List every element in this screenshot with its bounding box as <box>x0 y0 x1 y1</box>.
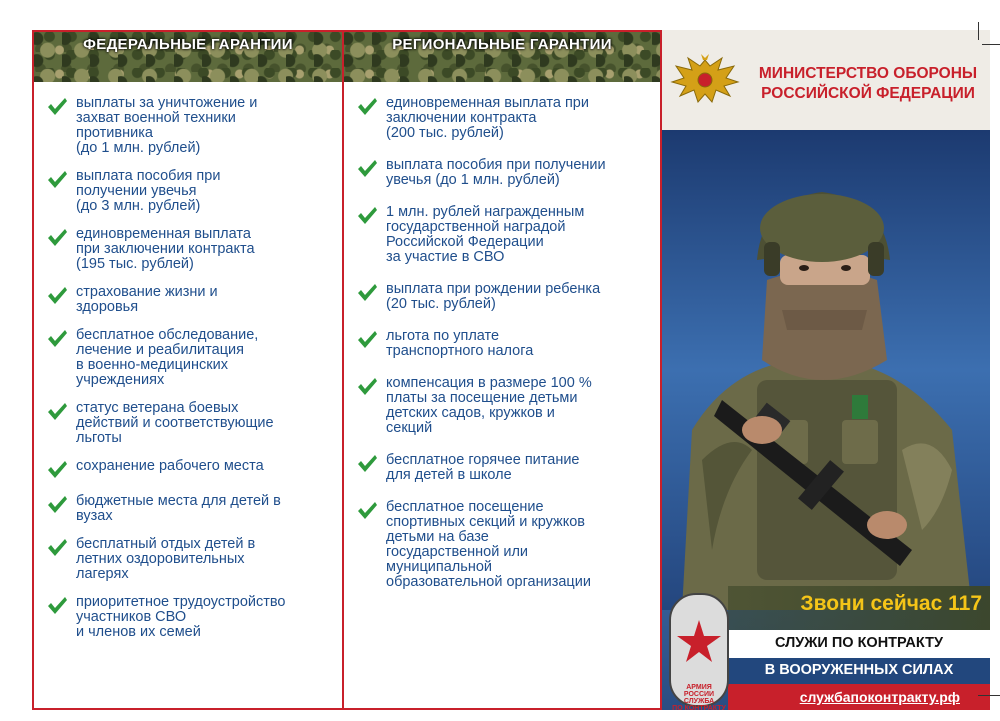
check-icon <box>356 158 378 180</box>
guarantee-item <box>46 328 332 388</box>
guarantee-item <box>46 459 332 481</box>
crop-mark <box>982 44 1000 45</box>
guarantee-text: 1 млн. рублей награжденным государственной наградой Российской Федерации за участие в СВО <box>386 204 585 265</box>
check-icon <box>46 328 68 350</box>
check-icon <box>356 376 378 398</box>
check-icon <box>356 282 378 304</box>
guarantee-item <box>356 376 650 436</box>
check-icon <box>356 500 378 522</box>
check-icon <box>356 453 378 475</box>
federal-guarantees-column <box>32 30 344 710</box>
check-icon <box>356 329 378 351</box>
guarantee-text: бюджетные места для детей в вузах <box>76 493 281 524</box>
check-icon <box>46 401 68 423</box>
guarantee-text: выплата пособия при получении увечья (до 1 млн. рублей) <box>386 157 606 188</box>
federal-list <box>34 82 342 640</box>
call-text: Звони сейчас 117 <box>800 592 982 615</box>
check-icon <box>46 169 68 191</box>
recruitment-panel <box>662 30 990 710</box>
guarantee-text: страхование жизни и здоровья <box>76 284 218 315</box>
crop-mark <box>978 695 1000 696</box>
regional-list <box>344 82 660 590</box>
army-badge-text: АРМИЯ РОССИИ СЛУЖБА ПО КОНТРАКТУ <box>672 684 726 710</box>
guarantee-text: сохранение рабочего места <box>76 458 264 474</box>
guarantee-item <box>356 205 650 265</box>
guarantee-text: статус ветерана боевых действий и соответствующие льготы <box>76 400 274 446</box>
regional-guarantees-column <box>344 30 662 710</box>
guarantee-text: бесплатное обследование, лечение и реабилитация в военно-медицинских учреждениях <box>76 327 259 388</box>
guarantee-item <box>46 169 332 214</box>
check-icon <box>356 205 378 227</box>
guarantee-item <box>46 595 332 640</box>
check-icon <box>46 96 68 118</box>
forces-text: В ВООРУЖЕННЫХ СИЛАХ <box>764 662 954 678</box>
federal-title: ФЕДЕРАЛЬНЫЕ ГАРАНТИИ <box>83 36 293 53</box>
forces-banner <box>728 658 990 684</box>
ministry-header <box>662 30 990 130</box>
regional-title: РЕГИОНАЛЬНЫЕ ГАРАНТИИ <box>392 36 612 53</box>
check-icon <box>46 227 68 249</box>
website-banner <box>728 684 990 710</box>
check-icon <box>46 459 68 481</box>
guarantee-text: компенсация в размере 100 % платы за посещение детьми детских садов, кружков и секций <box>386 375 592 436</box>
guarantee-item <box>356 500 650 590</box>
guarantee-text: единовременная выплата при заключении контракта (200 тыс. рублей) <box>386 95 589 141</box>
guarantee-item <box>356 282 650 312</box>
contract-text: СЛУЖИ ПО КОНТРАКТУ <box>774 635 943 651</box>
guarantee-item <box>356 158 650 188</box>
guarantee-text: выплаты за уничтожение и захват военной техники противника (до 1 млн. рублей) <box>76 95 258 156</box>
guarantee-item <box>356 96 650 141</box>
guarantee-text: льгота по уплате транспортного налога <box>386 328 534 359</box>
check-icon <box>46 595 68 617</box>
check-icon <box>356 96 378 118</box>
guarantee-item <box>46 285 332 315</box>
check-icon <box>46 537 68 559</box>
guarantee-text: бесплатное посещение спортивных секций и кружков детьми на базе государственной или муниципальной образовательной организации <box>386 499 591 590</box>
federal-header <box>34 32 342 82</box>
crop-mark <box>978 22 979 40</box>
guarantee-item <box>46 401 332 446</box>
ministry-name: МИНИСТЕРСТВО ОБОРОНЫ РОССИЙСКОЙ ФЕДЕРАЦИИ <box>758 65 978 102</box>
guarantee-item <box>46 494 332 524</box>
check-icon <box>46 285 68 307</box>
army-russia-badge <box>664 590 734 710</box>
check-icon <box>46 494 68 516</box>
guarantee-item <box>356 329 650 359</box>
guarantee-text: приоритетное трудоустройство участников СВО и членов их семей <box>76 594 286 640</box>
regional-header <box>344 32 660 82</box>
guarantee-item <box>46 96 332 156</box>
contract-banner <box>728 630 990 658</box>
guarantee-text: бесплатный отдых детей в летних оздоровительных лагерях <box>76 536 256 582</box>
eagle-emblem-icon <box>670 52 740 110</box>
soldier-image <box>662 130 990 610</box>
guarantee-text: бесплатное горячее питание для детей в школе <box>386 452 580 483</box>
call-banner <box>728 586 990 630</box>
guarantee-text: выплата при рождении ребенка (20 тыс. рублей) <box>386 281 601 312</box>
website-link[interactable]: службапоконтракту.рф <box>799 689 960 705</box>
guarantee-item <box>46 227 332 272</box>
guarantee-text: выплата пособия при получении увечья (до 3 млн. рублей) <box>76 168 221 214</box>
guarantee-text: единовременная выплата при заключении контракта (195 тыс. рублей) <box>76 226 255 272</box>
guarantee-item <box>46 537 332 582</box>
guarantee-item <box>356 453 650 483</box>
